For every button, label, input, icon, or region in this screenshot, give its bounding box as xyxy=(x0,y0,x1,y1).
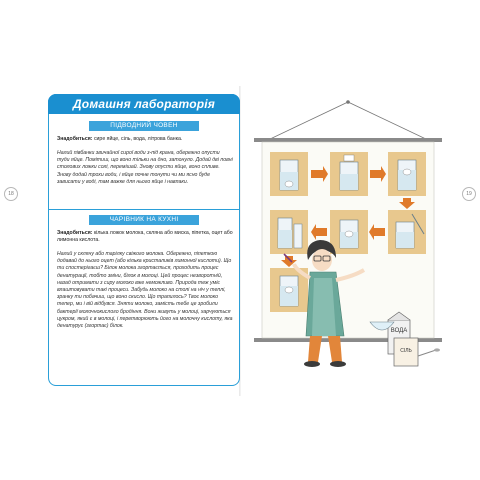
needs-text-1: сире яйце, сіль, вода, літрова банка. xyxy=(92,136,183,142)
needs-label-1: Знадобиться: xyxy=(57,136,93,142)
lab-illustration xyxy=(248,100,448,380)
poster-top-rod xyxy=(254,138,442,142)
section-heading-submarine: ПІДВОДНИЙ ЧОВЕН xyxy=(89,121,199,131)
home-lab-card xyxy=(48,94,240,386)
poster-panel xyxy=(330,210,368,254)
poster-panel xyxy=(388,152,426,196)
poster-panel xyxy=(388,210,426,254)
needs-label-2: Знадобиться: xyxy=(57,230,93,236)
experiment2-body: Налий у скляну або тарілку свіжого молока. Обережно, піпеткою додавай до нього оцет (або кілька кристаликів лимонної кислоти). Що ти спостерігаєш? Білок молока згортається, проходить процес денатурації, тобто зміни, білок в молоці. Цей процес незворотній, назад отримати з сиру молоко вже неможливо. Природа теж уміє влаштовувати такі процеси. Забудь молоко на столі на ніч у теплі, зранку ти побачиш, що воно скисло. Що трапилось? Твоє молоко тепер, ми і вій відбувся. Зняти молоко, замість тебе це зробили бактерії молочнокислого бродіння. Вони живуть у молоці, харчуються цукром, який є в молоці, і перетворюють його на молочну кислоту, яка денатурує (згортає) білок. xyxy=(57,251,233,330)
needs-line-1 xyxy=(57,136,233,143)
card-title: Домашня лабораторія xyxy=(48,94,240,114)
experiment1-body: Налий півбанки звичайної сирої води з-під крана, обережно опусти туди яйце. Помітиш, що воно тільки на дно, затонуло. Додай дві повні столових ложки солі, перемішай. Знову опусти яйце, воно спливе. Знову додай трохи води, і яйце почне тонути чи ми ясно буде зависати у воді, там важке для нього яйце і навпаки. xyxy=(57,150,233,185)
spoon-icon xyxy=(418,350,436,356)
salt-box xyxy=(394,338,418,366)
box-label: СІЛЬ xyxy=(400,348,412,354)
left-page-number: 18 xyxy=(4,187,18,201)
poster-panel xyxy=(270,152,308,196)
right-page-number: 19 xyxy=(462,187,476,201)
poster-panel xyxy=(330,152,368,196)
carton-label: ВОДА xyxy=(390,328,408,334)
section-divider xyxy=(49,209,239,210)
poster-panel xyxy=(270,210,308,254)
needs-text-2: кілька ложок молока, скляна або миска, піпетка, оцет або лимонна кислота. xyxy=(57,230,233,243)
needs-line-2 xyxy=(57,230,233,244)
section-heading-wizard: ЧАРІВНИК НА КУХНІ xyxy=(89,215,199,225)
